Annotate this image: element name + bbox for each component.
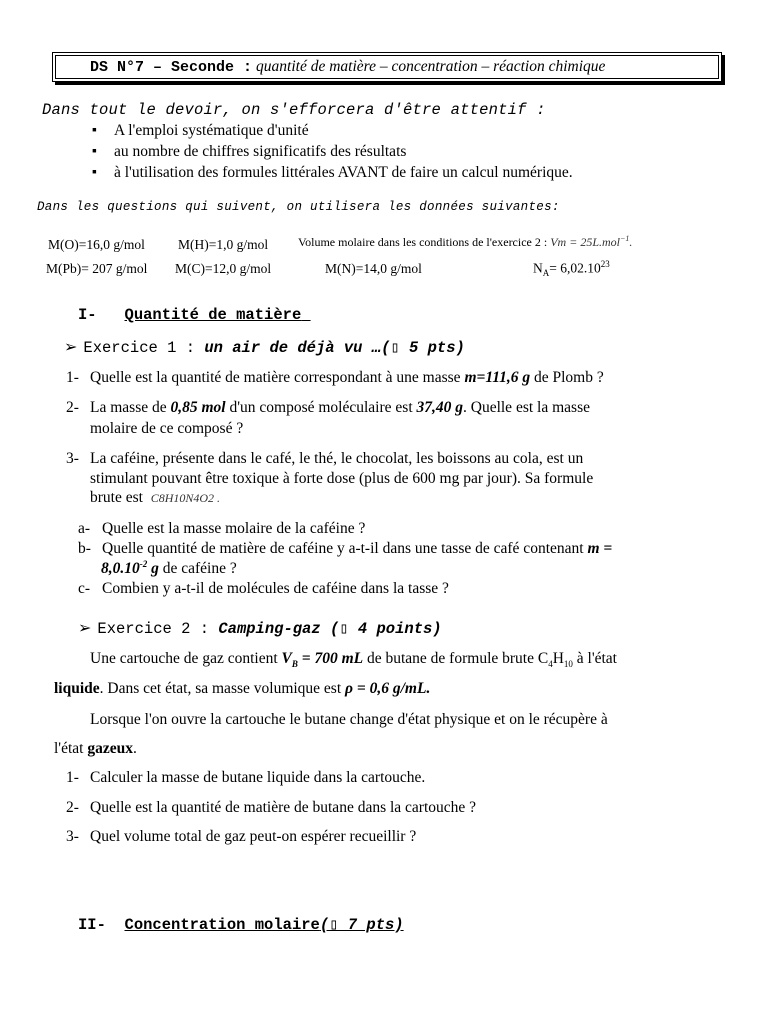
ex1-q3-line2: stimulant pouvant être toxique à forte dose (plus de 600 mg par jour). Sa formule: [90, 470, 594, 487]
ex2-para1: Une cartouche de gaz contient $V_B = 700$ mL de butane de formule brute $C_4H_{10}$ à l'état: [90, 650, 617, 670]
ex2-q2: 2- Quelle est la quantité de matière de butane dans la cartouche ?: [66, 799, 477, 816]
ex2-para4: l'état gazeux.: [54, 740, 137, 757]
mass-h: M(H)=1,0 g/mol: [178, 237, 269, 252]
bullet-item: ▪ A l'emploi systématique d'unité: [92, 121, 573, 142]
title-subject: quantité de matière – concentration – réaction chimique: [256, 58, 606, 75]
mass-n: M(N)=14,0 g/mol: [325, 261, 422, 276]
mass-c: M(C)=12,0 g/mol: [175, 261, 272, 276]
ex2-heading: [78, 618, 442, 638]
section1-num: I-: [78, 306, 97, 324]
ex2-q1: 1- Calculer la masse de butane liquide dans la cartouche.: [66, 769, 426, 786]
section2-num: II-: [78, 916, 106, 934]
ex2-title: Camping-gaz (▯ 4 points): [218, 620, 442, 638]
caffeine-formula: C8H10N4O2 .: [150, 491, 221, 505]
arrow-bullet-icon: ➢: [78, 618, 92, 637]
molar-volume-formula: Vm = 25L.mol: [550, 235, 620, 249]
section2-heading: [78, 915, 404, 934]
ex1-q1: 1- Quelle est la quantité de matière correspondant à une masse m=111,6 g de Plomb ?: [66, 369, 604, 386]
ex2-label: Exercice 2 :: [97, 620, 210, 638]
ex1-q3-line3: brute est C8H10N4O2 .: [90, 489, 221, 506]
ex1-qb: b- Quelle quantité de matière de caféine y a-t-il dans une tasse de café contenant m =: [78, 540, 613, 557]
molar-volume: Volume molaire dans les conditions de l'exercice 2 : Vm = 25L.mol$^{-1}$.: [298, 234, 633, 249]
ex1-q2: 2- La masse de 0,85 mol d'un composé moléculaire est 37,40 g. Quelle est la masse: [66, 399, 590, 416]
ex1-title: un air de déjà vu …(▯ 5 pts): [204, 339, 465, 357]
intro-text: Dans tout le devoir, on s'efforcera d'être attentif :: [42, 101, 546, 119]
bullet-item: ▪ à l'utilisation des formules littérales AVANT de faire un calcul numérique.: [92, 163, 573, 184]
intro-bullets: [92, 121, 573, 184]
title-bold: DS N°7 – Seconde :: [90, 58, 253, 76]
mass-pb: M(Pb)= 207 g/mol: [46, 261, 148, 276]
ex1-q3: 3- La caféine, présente dans le café, le thé, le chocolat, les boissons au cola, est un: [66, 450, 584, 467]
ex2-q3: 3- Quel volume total de gaz peut-on espérer recueillir ?: [66, 828, 417, 845]
ex2-para2: liquide. Dans cet état, sa masse volumique est ρ = 0,6 g/mL.: [54, 680, 431, 697]
section2-pts: (▯ 7 pts): [319, 916, 404, 934]
ex1-qa: a- Quelle est la masse molaire de la caféine ?: [78, 520, 366, 537]
ex1-qc: c- Combien y a-t-il de molécules de caféine dans la tasse ?: [78, 580, 449, 597]
avogadro: $N_A= 6,02.10^{23}$: [533, 259, 610, 279]
bullet-item: ▪ au nombre de chiffres significatifs des résultats: [92, 142, 573, 163]
ex1-label: Exercice 1 :: [83, 339, 196, 357]
mass-o: M(O)=16,0 g/mol: [48, 237, 145, 252]
molar-volume-exp: −1: [620, 234, 630, 243]
arrow-bullet-icon: ➢: [64, 337, 78, 356]
ex1-q2-line2: molaire de ce composé ?: [90, 420, 244, 437]
section1-title: Quantité de matière: [124, 306, 302, 324]
section2-title: Concentration molaire: [124, 916, 320, 934]
section1-heading: [78, 306, 311, 324]
ex2-para3: Lorsque l'on ouvre la cartouche le butane change d'état physique et on le récupère à: [90, 711, 608, 728]
ex1-heading: [64, 337, 465, 357]
title-box: [52, 52, 722, 82]
donnees-text: Dans les questions qui suivent, on utilisera les données suivantes:: [37, 200, 560, 214]
ex1-qb-line2: $8,0.10^{-2}$ g de caféine ?: [101, 559, 237, 578]
molar-volume-text: Volume molaire dans les conditions de l'exercice 2 :: [298, 235, 548, 249]
